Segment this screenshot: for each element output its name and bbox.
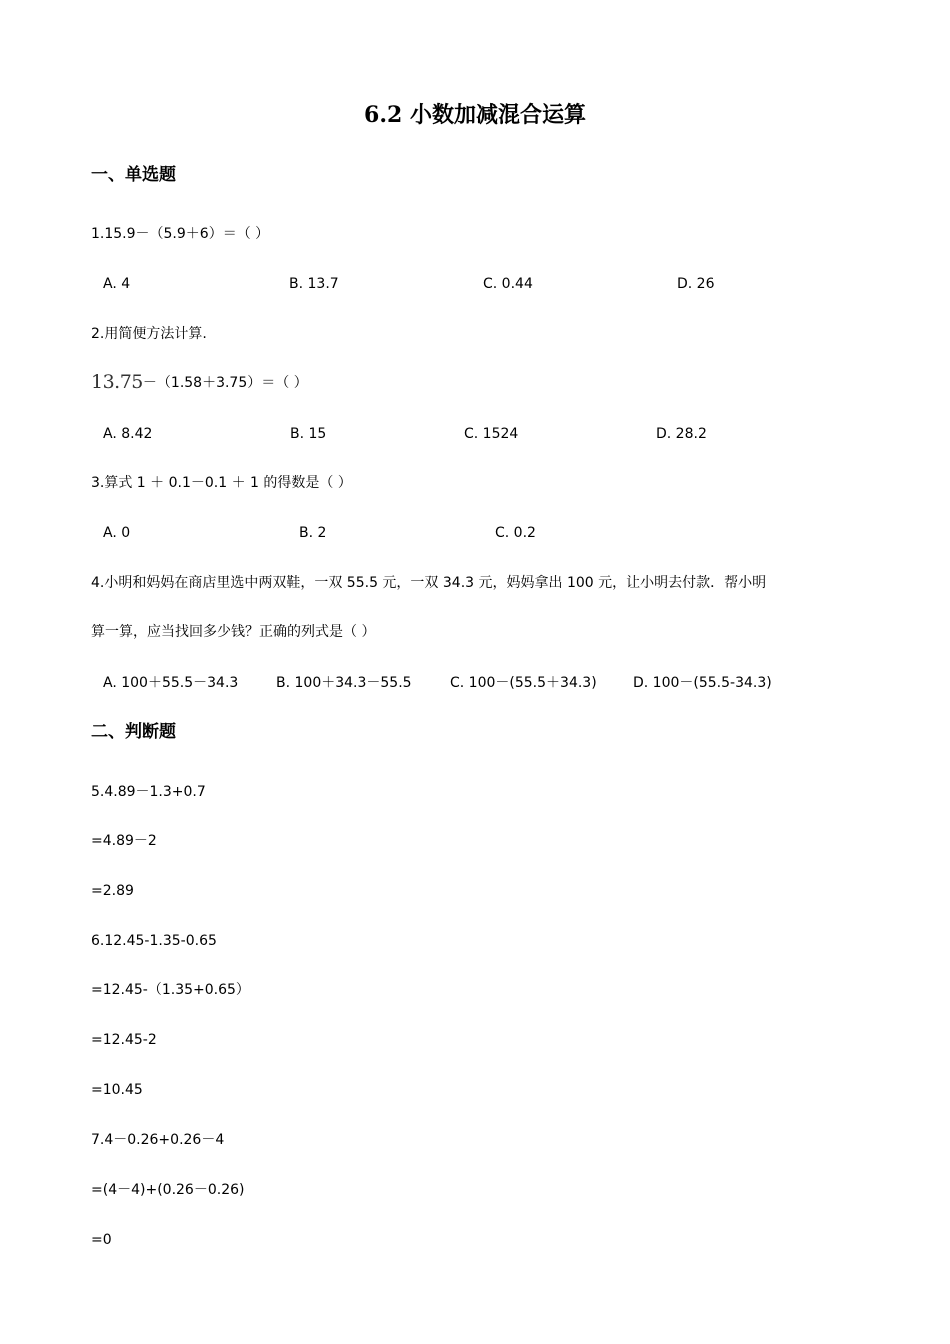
question-1-stem: 1.15.9－（5.9＋6）＝（ ） <box>91 226 270 242</box>
option-d: D. 100－(55.5-34.3) <box>633 675 772 691</box>
question-3-options <box>103 523 863 543</box>
option-a: A. 100＋55.5－34.3 <box>103 675 239 691</box>
option-c: C. 0.44 <box>483 276 533 292</box>
question-7-line-3: =0 <box>91 1232 112 1248</box>
question-2-options <box>103 424 863 444</box>
question-6-line-1: 6.12.45-1.35-0.65 <box>91 933 217 949</box>
expression-number: 13.75 <box>91 371 143 393</box>
option-a: A. 0 <box>103 525 131 541</box>
question-7-line-1: 7.4－0.26+0.26－4 <box>91 1132 225 1148</box>
section-heading-true-false: 二、判断题 <box>91 722 176 742</box>
question-6-line-2: =12.45-（1.35+0.65） <box>91 982 250 998</box>
question-6-line-3: =12.45-2 <box>91 1032 157 1048</box>
option-c: C. 0.2 <box>495 525 536 541</box>
option-c: C. 1524 <box>464 426 519 442</box>
question-1-options <box>103 274 863 294</box>
question-7-line-2: =(4－4)+(0.26－0.26) <box>91 1182 245 1198</box>
option-a: A. 4 <box>103 276 131 292</box>
question-2-stem: 2.用简便方法计算. <box>91 326 207 342</box>
question-4-stem-line-1: 4.小明和妈妈在商店里选中两双鞋，一双 55.5 元，一双 34.3 元，妈妈拿出 100 元，让小明去付款．帮小明 <box>91 575 767 591</box>
question-2-expression <box>91 372 308 393</box>
option-b: B. 15 <box>290 426 327 442</box>
question-6-line-4: =10.45 <box>91 1082 143 1098</box>
expression-rest: －（1.58＋3.75）＝（ ） <box>142 375 308 391</box>
page-title: 6.2 小数加减混合运算 <box>364 102 586 128</box>
option-c: C. 100－(55.5＋34.3) <box>450 675 597 691</box>
option-d: D. 28.2 <box>656 426 707 442</box>
question-5-line-1: 5.4.89－1.3+0.7 <box>91 784 206 800</box>
question-4-options <box>103 673 863 693</box>
option-d: D. 26 <box>677 276 715 292</box>
question-4-stem-line-2: 算一算，应当找回多少钱？正确的列式是（ ） <box>91 624 376 640</box>
question-5-line-2: =4.89－2 <box>91 833 157 849</box>
section-heading-single-choice: 一、单选题 <box>91 165 176 185</box>
option-b: B. 2 <box>299 525 327 541</box>
question-3-stem: 3.算式 1 ＋ 0.1－0.1 ＋ 1 的得数是（ ） <box>91 475 352 491</box>
option-b: B. 13.7 <box>289 276 339 292</box>
question-5-line-3: =2.89 <box>91 883 134 899</box>
option-a: A. 8.42 <box>103 426 153 442</box>
option-b: B. 100＋34.3－55.5 <box>276 675 412 691</box>
